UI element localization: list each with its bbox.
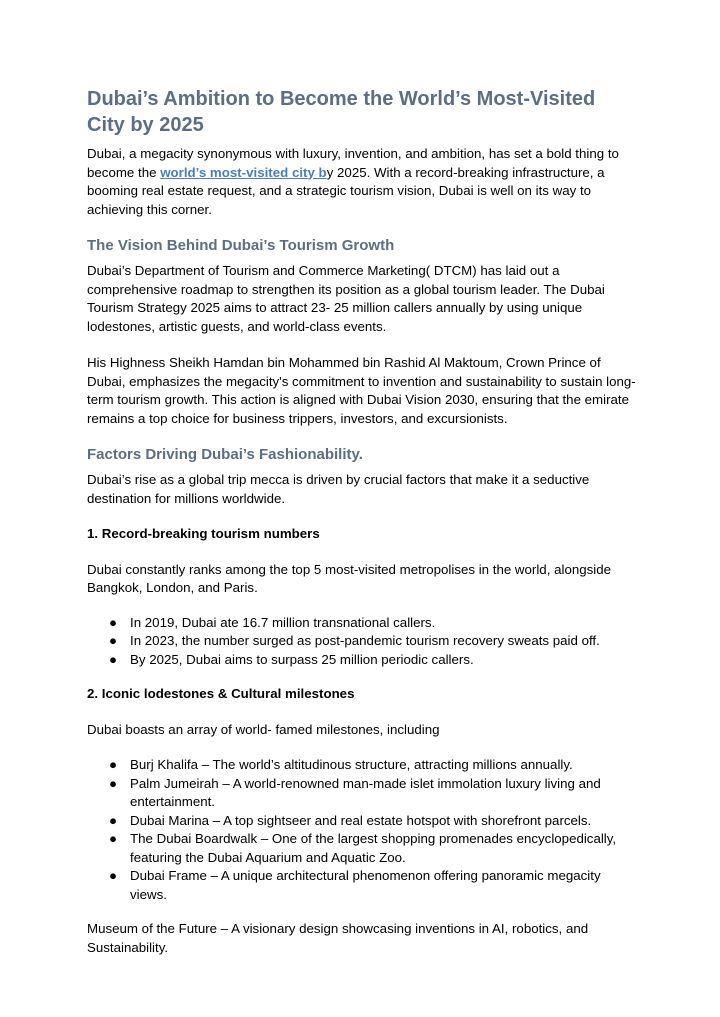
factor-1-paragraph: Dubai constantly ranks among the top 5 most-visited metropolises in the world, alongside Bangkok, London, and Paris. [87,561,612,595]
list-item: ● Dubai Frame – A unique architectural phenomenon offering panoramic megacity views. [109,868,601,902]
list-item: ● In 2023, the number surged as post-pandemic tourism recovery sweats paid off. [87,632,637,651]
landmarks-list [87,756,637,904]
bullet-icon: ● [109,614,118,630]
list-item: ● The Dubai Boardwalk – One of the largest shopping promenades encyclopedically, featuring the Dubai Aquarium and Aquatic Zoo. [109,831,617,865]
section-heading-vision: The Vision Behind Dubai’s Tourism Growth [87,237,395,254]
vision-paragraph-2: His Highness Sheikh Hamdan bin Mohammed bin Rashid Al Maktoum, Crown Prince of Dubai, emphasizes the megacity's commitment to invention and sustainability to sustain long-term tourism growth. This action is aligned with Dubai Vision 2030, ensuring that the emirate remains a top choice for business trippers, investors, and excursionists. [87,355,636,426]
tourism-numbers-list [87,614,637,670]
list-item: ● By 2025, Dubai aims to surpass 25 million periodic callers. [87,651,637,670]
closing-paragraph: Museum of the Future – A visionary design showcasing inventions in AI, robotics, and Sustainability. [87,921,589,955]
list-item: ● In 2019, Dubai ate 16.7 million transnational callers. [87,614,637,633]
intro-text-end: y 2025. With a record-breaking infrastructure, a booming real estate request, and a strategic tourism vision, Dubai is well on its way to achieving this corner. [87,164,605,217]
document-body [87,86,637,957]
bullet-icon: ● [109,651,118,667]
bullet-icon: ● [109,633,118,648]
intro-paragraph [87,145,637,219]
factors-intro-paragraph: Dubai’s rise as a global trip mecca is driven by crucial factors that make it a seductive destination for millions worldwide. [87,472,590,506]
list-item: ● Dubai Marina – A top sightseer and real estate hotspot with shorefront parcels. [87,812,637,831]
bullet-icon: ● [109,757,118,772]
page-title: Dubai’s Ambition to Become the World’s Most-Visited City by 2025 [87,88,596,136]
bullet-icon: ● [109,775,118,791]
bullet-icon: ● [109,812,118,828]
list-item: ● Burj Khalifa – The world’s altitudinous structure, attracting millions annually. [87,756,637,775]
factor-2-title: 2. Iconic lodestones & Cultural milestones [87,686,355,701]
section-heading-factors: Factors Driving Dubai’s Fashionability. [87,446,363,463]
list-item: ● Palm Jumeirah – A world-renowned man-made islet immolation luxury living and entertainment. [109,775,601,809]
intro-text-start: Dubai, a megacity synonymous with luxury, invention, and ambition, has set a bold thing to become the [87,146,619,180]
vision-paragraph-1: Dubai’s Department of Tourism and Commerce Marketing( DTCM) has laid out a comprehensive roadmap to strengthen its position as a global tourism leader. The Dubai Tourism Strategy 2025 aims to attract 23- 25 million callers annually by using unique lodestones, artistic guests, and world-class events. [87,263,605,334]
bullet-icon: ● [109,868,118,883]
factor-2-paragraph: Dubai boasts an array of world- famed milestones, including [87,721,440,737]
most-visited-city-link[interactable]: world’s most-visited city b [160,164,327,180]
factor-1-title: 1. Record-breaking tourism numbers [87,526,320,541]
bullet-icon: ● [109,831,118,846]
